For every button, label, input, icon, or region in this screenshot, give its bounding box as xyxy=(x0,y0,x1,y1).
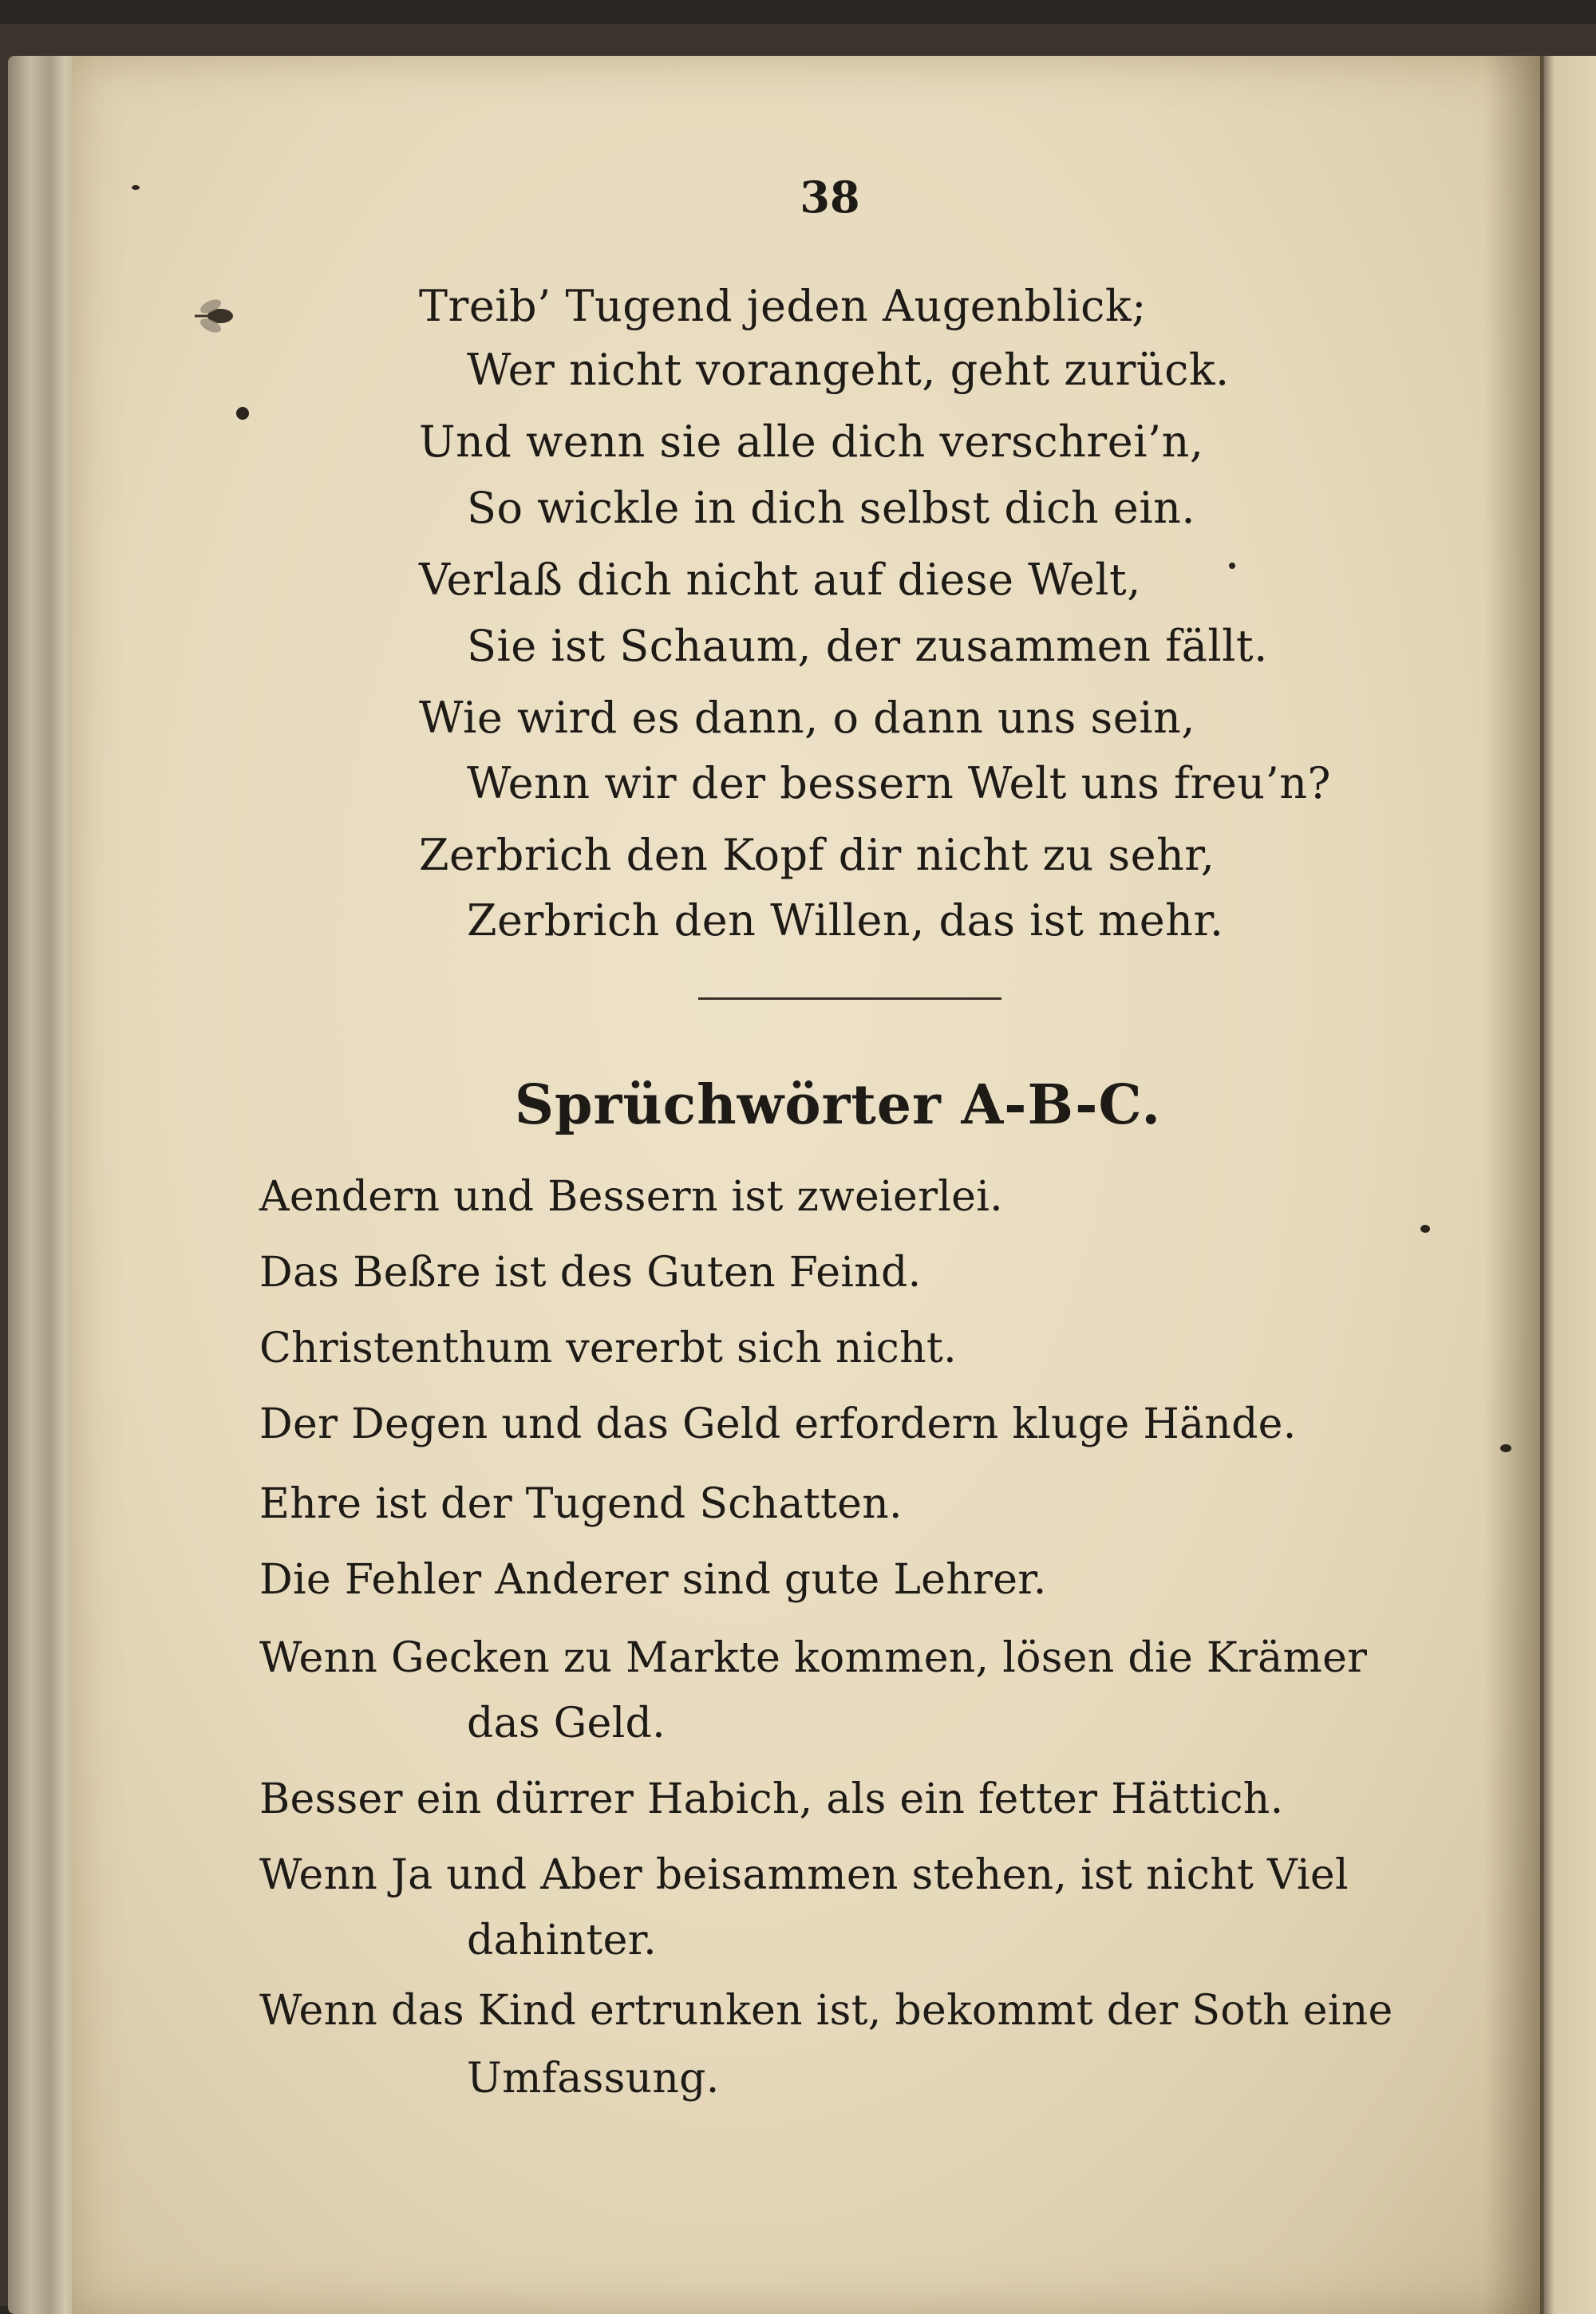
proverb-line: Besser ein dürrer Habich, als ein fetter Hättich. xyxy=(259,1775,1284,1823)
proverb-line: Ehre ist der Tugend Schatten. xyxy=(259,1480,903,1528)
poem-line: Sie ist Schaum, der zusammen fällt. xyxy=(467,621,1268,671)
proverb-line: Der Degen und das Geld erfordern kluge Hände. xyxy=(259,1400,1297,1448)
section-heading: Sprüchwörter A-B-C. xyxy=(514,1073,1162,1137)
proverb-line: Wenn Ja und Aber beisammen stehen, ist nicht Viel xyxy=(259,1851,1349,1899)
poem-line: So wickle in dich selbst dich ein. xyxy=(467,483,1196,533)
ink-speck xyxy=(1500,1444,1511,1452)
ink-speck xyxy=(1229,563,1235,569)
poem-line: Zerbrich den Willen, das ist mehr. xyxy=(467,895,1224,946)
proverb-line: Das Beßre ist des Guten Feind. xyxy=(259,1249,922,1297)
proverb-line: Wenn das Kind ertrunken ist, bekommt der Soth eine xyxy=(259,1987,1393,2035)
poem-line: Treib’ Tugend jeden Augenblick; xyxy=(419,281,1147,331)
proverb-line: Die Fehler Anderer sind gute Lehrer. xyxy=(259,1556,1047,1604)
ink-speck xyxy=(132,185,140,190)
section-divider xyxy=(698,997,1001,1000)
poem-line: Wenn wir der bessern Welt uns freu’n? xyxy=(467,758,1331,808)
poem-line: Zerbrich den Kopf dir nicht zu sehr, xyxy=(419,830,1215,880)
facing-page-edge xyxy=(1540,56,1596,2314)
poem-line: Und wenn sie alle dich verschrei’n, xyxy=(419,417,1204,467)
ink-speck xyxy=(1420,1225,1430,1233)
proverb-line: Wenn Gecken zu Markte kommen, lösen die Krämer xyxy=(259,1634,1368,1682)
poem-line: Wer nicht vorangeht, geht zurück. xyxy=(467,345,1230,395)
proverb-line: Christenthum vererbt sich nicht. xyxy=(259,1325,957,1372)
proverb-line: Umfassung. xyxy=(467,2055,720,2103)
poem-line: Wie wird es dann, o dann uns sein, xyxy=(419,693,1195,743)
gutter-shadow xyxy=(1484,56,1544,2314)
page-number: 38 xyxy=(800,172,860,223)
fly-icon xyxy=(190,287,246,343)
proverb-line: Aendern und Bessern ist zweierlei. xyxy=(259,1173,1004,1221)
proverb-line: dahinter. xyxy=(467,1917,657,1965)
ink-speck xyxy=(236,407,249,420)
proverb-line: das Geld. xyxy=(467,1700,666,1747)
poem-line: Verlaß dich nicht auf diese Welt, xyxy=(419,555,1141,605)
